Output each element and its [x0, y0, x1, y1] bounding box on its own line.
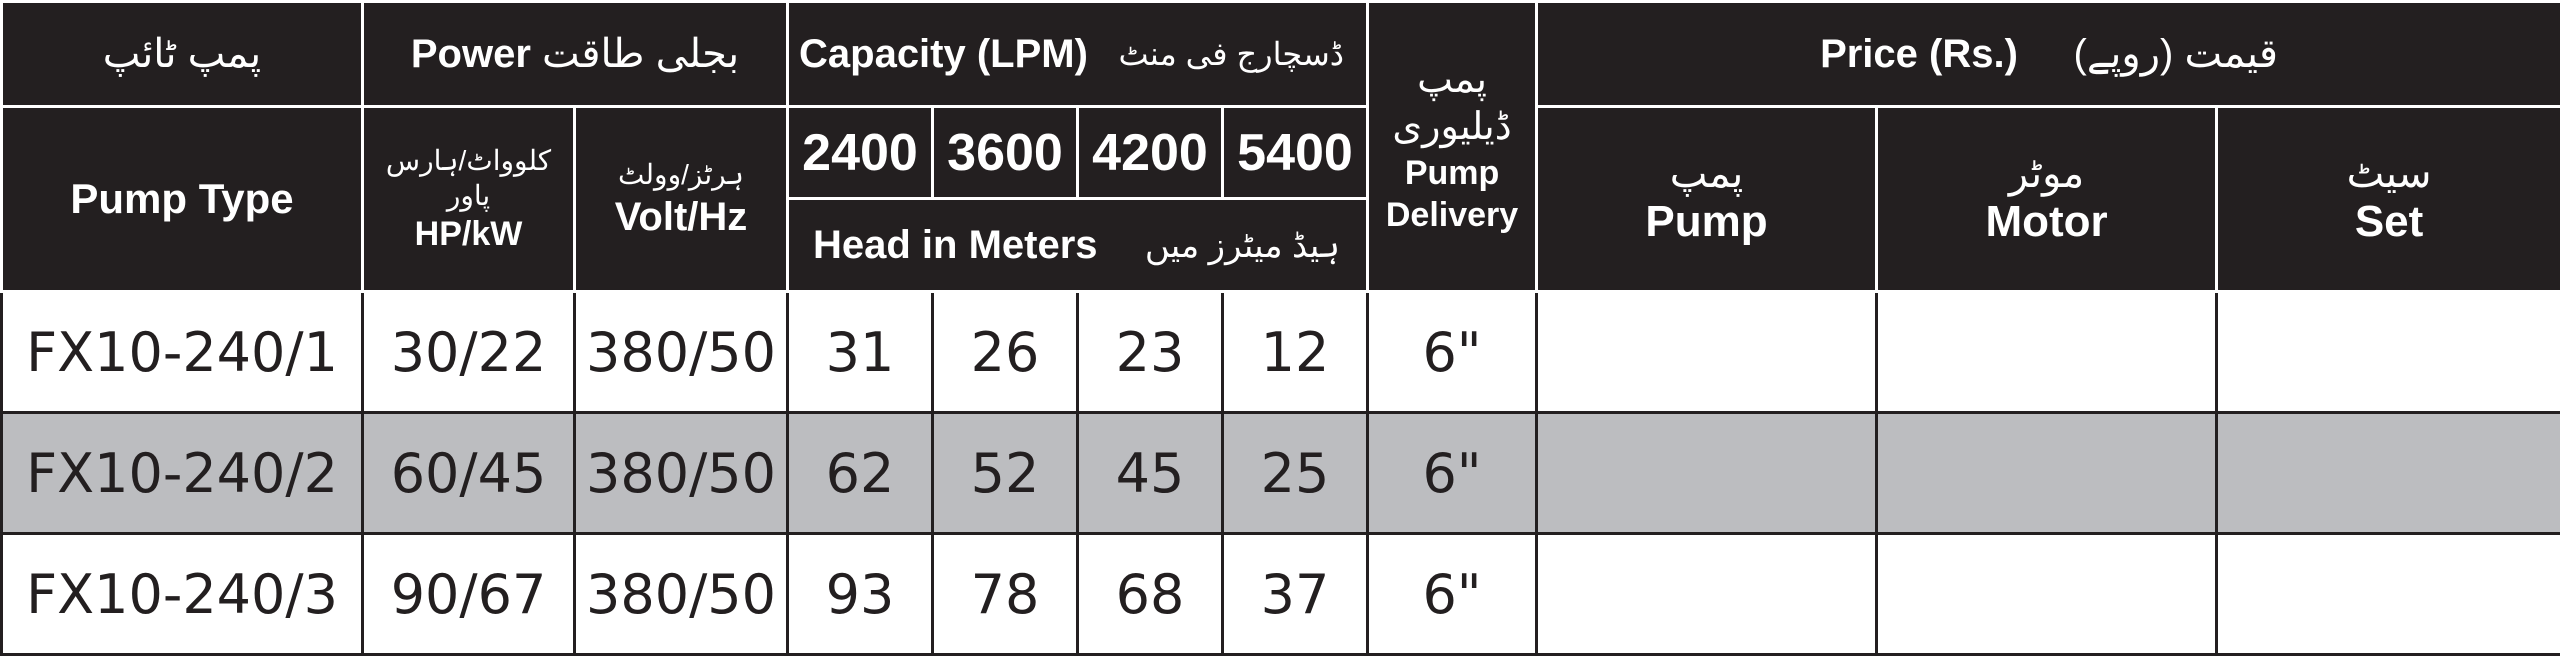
head-5400-cell: 37	[1223, 534, 1368, 655]
set-price-cell	[2217, 292, 2560, 413]
power-header	[363, 2, 788, 107]
price-header-urdu: قیمت (روپے)	[2074, 32, 2279, 76]
delivery-cell: 6"	[1368, 413, 1537, 534]
head-5400-cell: 12	[1223, 292, 1368, 413]
hp-kw-cell: 90/67	[363, 534, 575, 655]
delivery-header	[1368, 2, 1537, 292]
head-2400-cell: 31	[788, 292, 933, 413]
capacity-3600: 3600	[933, 107, 1078, 199]
motor-price-cell	[1877, 413, 2217, 534]
hp-kw-cell: 60/45	[363, 413, 575, 534]
volt-hz-cell: 380/50	[575, 534, 788, 655]
table-row	[2, 413, 2560, 534]
delivery-cell: 6"	[1368, 534, 1537, 655]
delivery-header-english-1: Pump	[1369, 152, 1535, 195]
pump-price-cell	[1537, 534, 1877, 655]
delivery-cell: 6"	[1368, 292, 1537, 413]
head-2400-cell: 62	[788, 413, 933, 534]
table-row	[2, 292, 2560, 413]
motor-price-cell	[1877, 292, 2217, 413]
price-set-english: Set	[2218, 197, 2560, 247]
motor-price-cell	[1877, 534, 2217, 655]
price-set-header	[2217, 107, 2560, 292]
price-pump-english: Pump	[1538, 197, 1875, 247]
price-pump-urdu: پمپ	[1538, 151, 1875, 197]
volt-hz-header	[575, 107, 788, 292]
price-motor-header	[1877, 107, 2217, 292]
head-3600-cell: 26	[933, 292, 1078, 413]
price-set-urdu: سیٹ	[2218, 151, 2560, 197]
set-price-cell	[2217, 534, 2560, 655]
head-3600-cell: 52	[933, 413, 1078, 534]
hp-kw-header	[363, 107, 575, 292]
pump-type-cell: FX10-240/2	[2, 413, 363, 534]
head-4200-cell: 45	[1078, 413, 1223, 534]
pump-type-header: Pump Type	[2, 107, 363, 292]
capacity-5400: 5400	[1223, 107, 1368, 199]
capacity-header-urdu: ڈسچارج فی منٹ	[1119, 35, 1345, 73]
delivery-header-urdu: پمپ ڈیلیوری	[1369, 57, 1535, 152]
pump-price-cell	[1537, 292, 1877, 413]
price-motor-urdu: موٹر	[1878, 151, 2215, 197]
capacity-4200: 4200	[1078, 107, 1223, 199]
head-4200-cell: 68	[1078, 534, 1223, 655]
price-pump-header	[1537, 107, 1877, 292]
volt-hz-header-english: Volt/Hz	[576, 192, 786, 242]
price-header	[1537, 2, 2560, 107]
volt-hz-header-urdu: ہرٹز/وولٹ	[576, 157, 786, 192]
head-4200-cell: 23	[1078, 292, 1223, 413]
hp-kw-cell: 30/22	[363, 292, 575, 413]
head-2400-cell: 93	[788, 534, 933, 655]
head-5400-cell: 25	[1223, 413, 1368, 534]
volt-hz-cell: 380/50	[575, 292, 788, 413]
price-header-english: Price (Rs.)	[1820, 32, 2018, 76]
hp-kw-header-urdu: کلوواٹ/ہارس پاور	[364, 143, 573, 213]
head-in-meters-header	[788, 199, 1368, 292]
pump-price-cell	[1537, 413, 1877, 534]
set-price-cell	[2217, 413, 2560, 534]
hp-kw-header-english: HP/kW	[364, 213, 573, 256]
capacity-header	[788, 2, 1368, 107]
pump-type-cell: FX10-240/1	[2, 292, 363, 413]
power-header-urdu: بجلی طاقت	[542, 32, 739, 76]
power-header-english: Power	[411, 32, 531, 76]
delivery-header-english-2: Delivery	[1369, 194, 1535, 237]
pump-type-header-urdu: پمپ ٹائپ	[2, 2, 363, 107]
volt-hz-cell: 380/50	[575, 413, 788, 534]
pump-type-cell: FX10-240/3	[2, 534, 363, 655]
head-header-urdu: ہیڈ میٹرز میں	[1145, 225, 1340, 266]
capacity-2400: 2400	[788, 107, 933, 199]
capacity-header-english: Capacity (LPM)	[799, 32, 1088, 77]
price-motor-english: Motor	[1878, 197, 2215, 247]
head-header-english: Head in Meters	[813, 223, 1098, 268]
head-3600-cell: 78	[933, 534, 1078, 655]
table-row	[2, 534, 2560, 655]
